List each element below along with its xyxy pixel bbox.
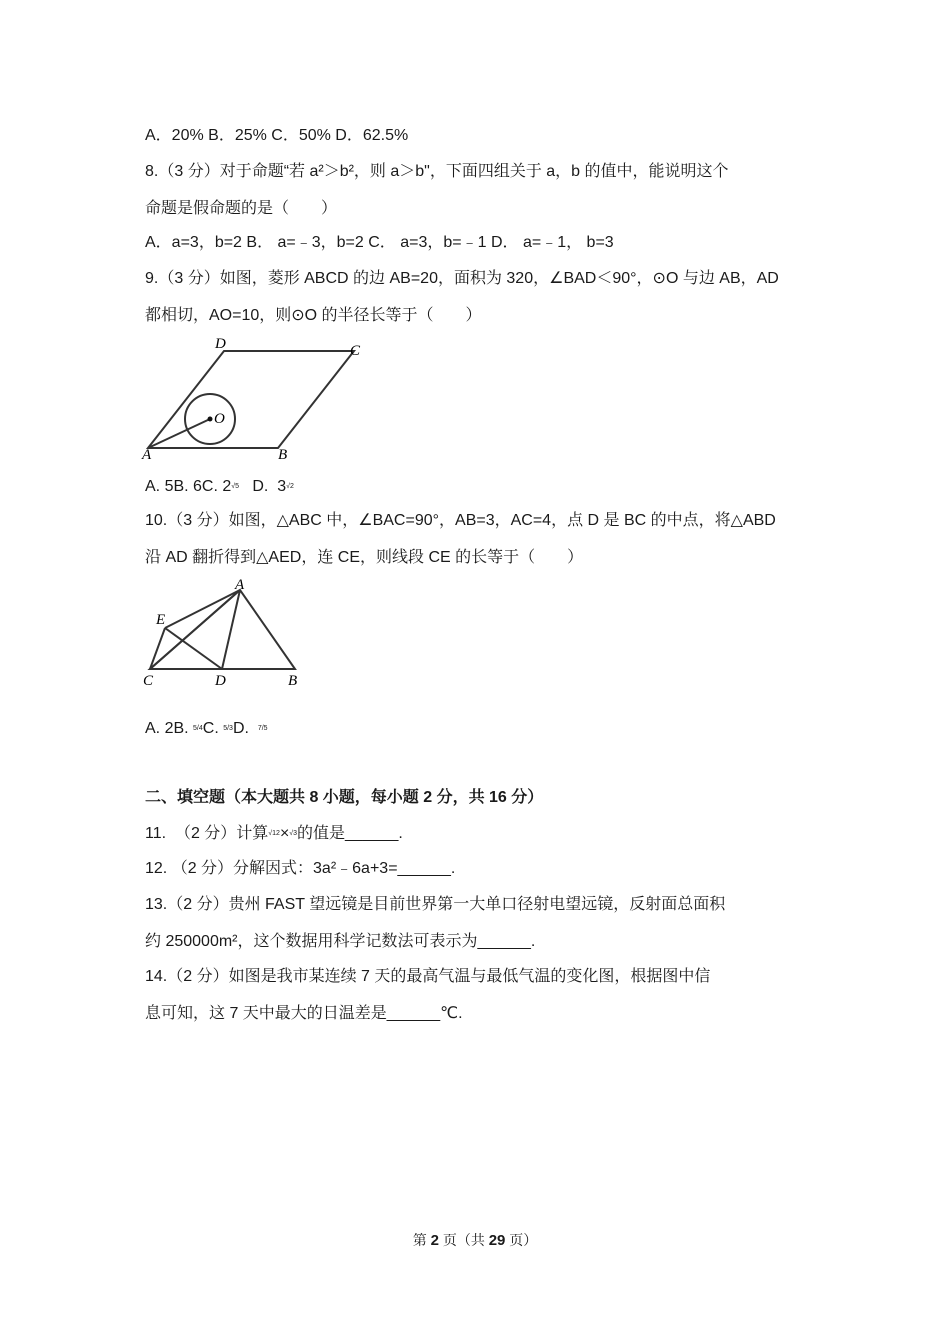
q10-option-c-fraction: 5/3: [223, 725, 233, 732]
footer-suffix: 页）: [505, 1232, 538, 1248]
q12: 12. （2 分）分解因式：3a²﹣6a+3=______.: [145, 860, 456, 877]
q14-line1: 14.（2 分）如图是我市某连续 7 天的最高气温与最低气温的变化图，根据图中信: [145, 968, 711, 985]
label-o: O: [214, 411, 225, 427]
q10-option-b-fraction: 5/4: [193, 725, 203, 732]
q9-rhombus-figure: [140, 335, 370, 465]
q10-option-c-label: C.: [202, 720, 224, 738]
q8-stem-line2: 命题是假命题的是（ ）: [145, 200, 338, 217]
q10-option-d-fraction: 7/5: [257, 725, 268, 732]
center-point-o: [208, 417, 213, 422]
q11-suffix: 的值是______.: [297, 825, 403, 843]
footer-prefix: 第: [412, 1232, 431, 1248]
q9-option-c-radical: √5: [231, 483, 240, 490]
q9-options-mid: D. 3: [239, 478, 287, 496]
footer-page-number: 2: [430, 1232, 439, 1249]
label-d: D: [215, 673, 226, 689]
q8-stem-line1: 8.（3 分）对于命题“若 a²＞b²，则 a＞b"，下面四组关于 a，b 的值中，能说明这个: [145, 163, 729, 180]
footer-total-pages: 29: [488, 1232, 506, 1249]
segment-ad: [222, 590, 240, 669]
q10-triangle-figure: [140, 578, 310, 690]
q9-stem-line1: 9.（3 分）如图，菱形 ABCD 的边 AB=20，面积为 320，∠BAD＜90°，⊙O 与边 AB，AD: [145, 270, 779, 287]
label-a: A: [142, 447, 152, 463]
q9-stem-line2: 都相切，AO=10，则⊙O 的半径长等于（ ）: [145, 307, 482, 324]
q11-prefix: 11. （2 分）计算: [145, 825, 269, 843]
q13-line2: 约 250000m²，这个数据用科学记数法可表示为______.: [145, 933, 536, 950]
q10-stem-line1: 10.（3 分）如图，△ABC 中，∠BAC=90°，AB=3，AC=4，点 D 是 BC 的中点，将△ABD: [145, 512, 776, 529]
q11-radical-1: √12: [268, 830, 280, 837]
label-a: A: [235, 578, 245, 593]
q14-line2: 息可知，这 7 天中最大的日温差是______℃.: [145, 1005, 463, 1022]
q8-options: A．a=3，b=2 B． a=﹣3，b=2 C． a=3，b=﹣1 D． a=﹣1， b=3: [145, 234, 614, 251]
section-heading: 二、填空题（本大题共 8 小题，每小题 2 分，共 16 分）: [145, 789, 544, 806]
label-c: C: [143, 673, 154, 689]
label-b: B: [288, 673, 298, 689]
q11-radical-2: √3: [289, 830, 298, 837]
page-footer: [0, 1230, 950, 1250]
label-d: D: [215, 336, 226, 352]
q13-line1: 13.（2 分）贵州 FAST 望远镜是目前世界第一大单口径射电望远镜，反射面总面积: [145, 896, 726, 913]
q10-option-d-label: D.: [232, 720, 258, 738]
segment-ao: [148, 419, 210, 448]
q9-option-d-radical: √2: [286, 483, 294, 490]
q9-options: [145, 477, 294, 497]
label-e: E: [156, 612, 166, 628]
footer-middle: 页（共: [438, 1232, 489, 1248]
q11: [145, 824, 403, 844]
q7-options: A．20% B．25% C．50% D．62.5%: [145, 127, 409, 144]
label-b: B: [278, 447, 288, 463]
q10-stem-line2: 沿 AD 翻折得到△AED，连 CE，则线段 CE 的长等于（ ）: [145, 549, 584, 566]
triangle-abc: [150, 590, 295, 669]
q10-option-a: A. 2B.: [145, 720, 194, 738]
q9-options-prefix: A. 5B. 6C. 2: [145, 478, 232, 496]
label-c: C: [350, 343, 361, 359]
q10-options: [145, 719, 268, 739]
q11-times-sign: ×: [279, 825, 290, 843]
